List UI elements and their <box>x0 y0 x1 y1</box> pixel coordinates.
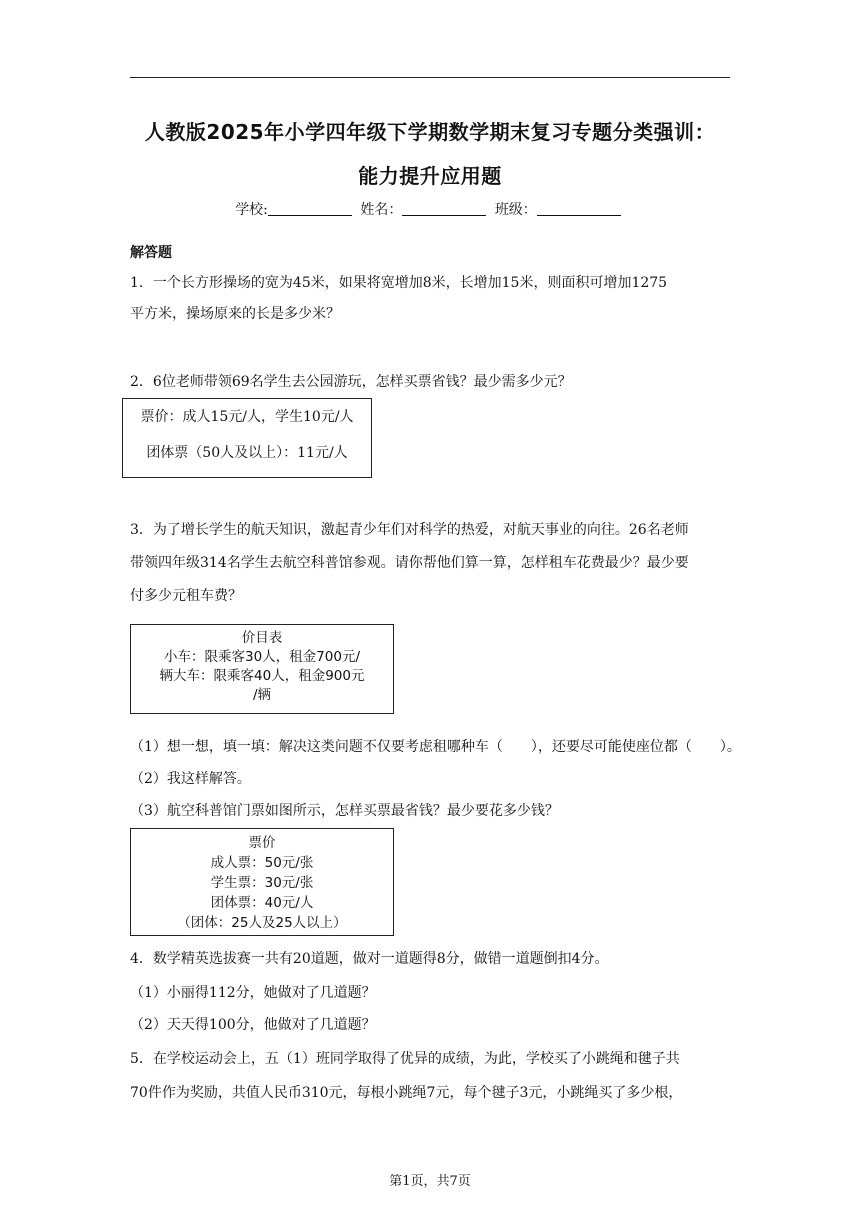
name-label: 姓名： <box>360 202 403 218</box>
student-info-row <box>0 199 860 219</box>
q2-box-line1: 票价：成人15元/人，学生10元/人 <box>140 409 354 425</box>
price-box-line: 小车：限乘客30人，租金700元/ <box>164 649 360 665</box>
q3-line2: 带领四年级314名学生去航空科普馆参观。请你帮他们算一算，怎样租车花费最少？最少要 <box>130 555 689 571</box>
q5-line1: 5．在学校运动会上，五（1）班同学取得了优异的成绩，为此，学校买了小跳绳和毽子共 <box>130 1051 680 1067</box>
class-blank <box>537 201 621 216</box>
q2-box-line2: 团体票（50人及以上）：11元/人 <box>146 445 348 461</box>
q3-price-table <box>130 624 394 714</box>
q3-sub2: （2）我这样解答。 <box>130 771 251 787</box>
price-box-line: 辆大车：限乘客40人，租金900元 <box>159 668 365 684</box>
header-rule <box>130 77 730 78</box>
document-title-line1: 人教版2025年小学四年级下学期数学期末复习专题分类强训： <box>144 120 716 144</box>
school-blank <box>268 201 352 216</box>
price-box-line: /辆 <box>252 687 272 703</box>
q2-text: 2．6位老师带领69名学生去公园游玩，怎样买票省钱？最少需多少元？ <box>130 374 572 390</box>
section-heading: 解答题 <box>130 245 172 261</box>
q3-sub1: （1）想一想，填一填：解决这类问题不仅要考虑租哪种车（ ），还要尽可能使座位都（ ）。 <box>130 739 741 755</box>
price-box-title: 价目表 <box>241 630 283 646</box>
page-footer: 第1页，共7页 <box>389 1174 471 1189</box>
q3-line3: 付多少元租车费？ <box>130 588 242 604</box>
q1-line1: 1．一个长方形操场的宽为45米，如果将宽增加8米，长增加15米，则面积可增加1275 <box>130 275 668 291</box>
q1-line2: 平方米，操场原来的长是多少米？ <box>130 306 340 322</box>
q3-line1: 3．为了增长学生的航天知识，激起青少年们对科学的热爱，对航天事业的向往。26名老师 <box>130 522 689 538</box>
q4-sub1: （1）小丽得112分，她做对了几道题？ <box>130 985 376 1001</box>
q3-sub3: （3）航空科普馆门票如图所示，怎样买票最省钱？最少要花多少钱？ <box>130 803 559 819</box>
ticket-box-line: （团体：25人及25人以上） <box>177 915 347 931</box>
q4-text: 4．数学精英选拔赛一共有20道题，做对一道题得8分，做错一道题倒扣4分。 <box>130 951 609 967</box>
q5-line2: 70件作为奖励，共值人民币310元，每根小跳绳7元，每个毽子3元，小跳绳买了多少根， <box>130 1085 683 1101</box>
q2-price-box <box>122 398 372 478</box>
ticket-box-title: 票价 <box>248 835 276 851</box>
q3-ticket-box <box>130 828 394 936</box>
school-label: 学校: <box>235 202 268 218</box>
ticket-box-line: 团体票：40元/人 <box>210 895 314 911</box>
document-title-line2: 能力提升应用题 <box>358 164 502 188</box>
q4-sub2: （2）天天得100分，他做对了几道题？ <box>130 1017 376 1033</box>
class-label: 班级： <box>494 202 537 218</box>
name-blank <box>402 201 486 216</box>
ticket-box-line: 学生票：30元/张 <box>210 875 314 891</box>
ticket-box-line: 成人票：50元/张 <box>210 855 314 871</box>
